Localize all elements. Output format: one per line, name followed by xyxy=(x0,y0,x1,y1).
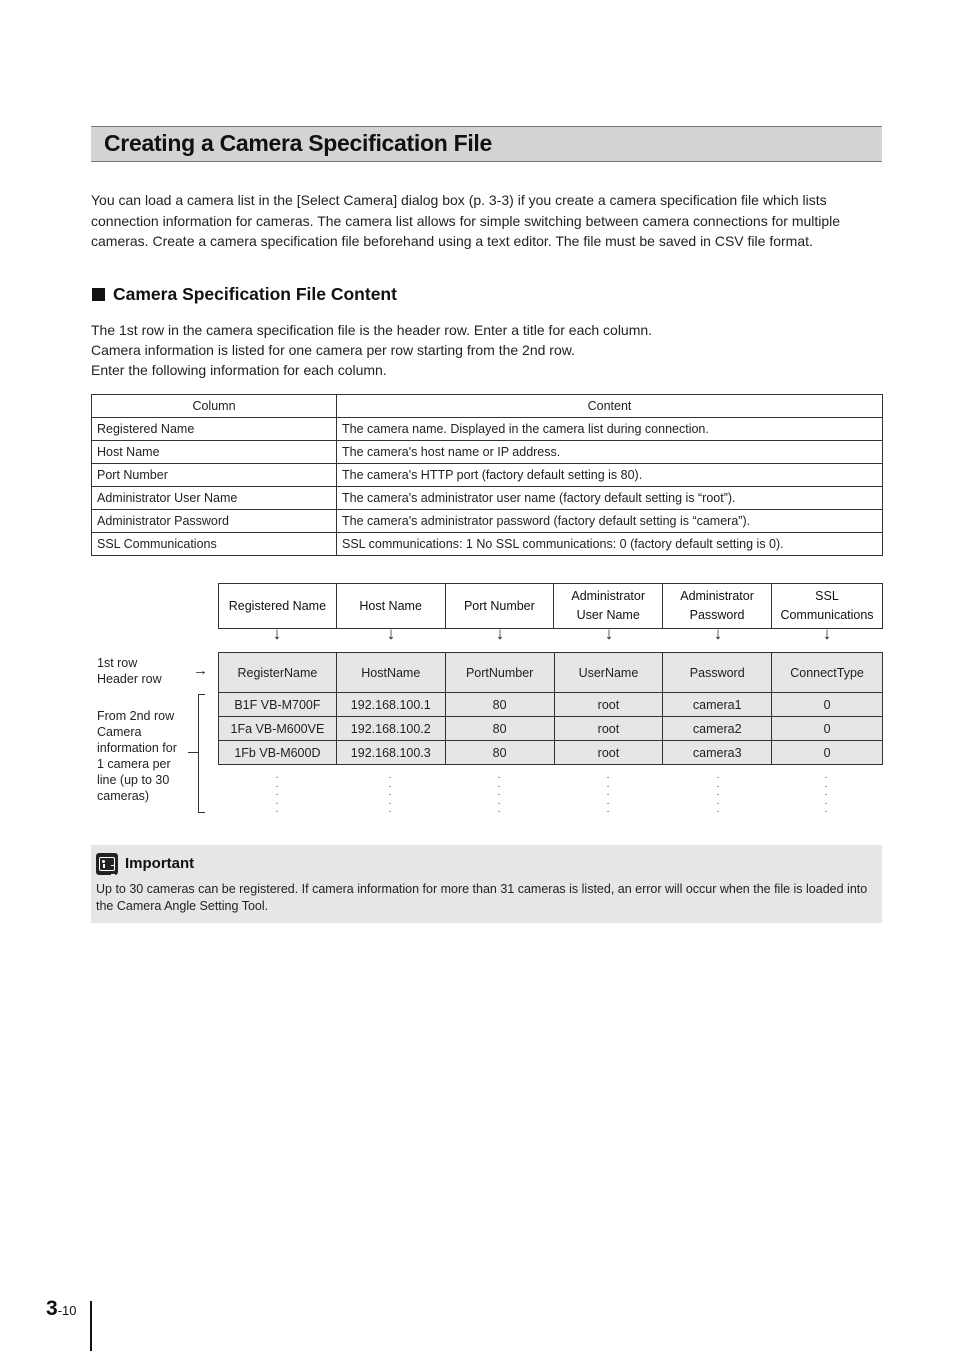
table-row xyxy=(92,487,883,510)
spec-cell-column: Host Name xyxy=(92,441,337,464)
spec-cell-column: SSL Communications xyxy=(92,533,337,556)
example-cell: root xyxy=(554,693,663,717)
example-cell: camera3 xyxy=(663,741,772,765)
continuation-dots: · · · · · xyxy=(497,772,501,817)
example-cell: RegisterName xyxy=(219,653,337,693)
label-line: 1st row xyxy=(97,656,138,670)
continuation-dots: · · · · · xyxy=(275,772,279,817)
intro-paragraph: You can load a camera list in the [Select Camera] dialog box (p. 3-3) if you create a camera specification file which lists connection information for cameras. The camera list allows for simple switching between camera connections for multiple cameras. Create a camera specification file beforehand using a text editor. The file must be saved in CSV file format. xyxy=(91,192,841,249)
first-row-label xyxy=(97,655,162,687)
important-note xyxy=(91,845,882,923)
example-cell: 80 xyxy=(445,741,554,765)
example-cell: camera2 xyxy=(663,717,772,741)
example-header-port-number xyxy=(445,584,554,629)
chapter-number: 3 xyxy=(46,1297,58,1320)
example-cell: HostName xyxy=(336,653,445,693)
header-text: Communications xyxy=(780,608,874,622)
table-row xyxy=(219,584,883,629)
example-cell: 0 xyxy=(772,693,883,717)
label-line: Camera xyxy=(97,725,142,739)
arrow-down-icon: ↓ xyxy=(604,624,614,643)
description-line: Enter the following information for each column. xyxy=(91,362,387,378)
page-number xyxy=(46,1297,76,1321)
example-cell: 0 xyxy=(772,741,883,765)
header-text: Administrator xyxy=(680,589,754,603)
example-cell: camera1 xyxy=(663,693,772,717)
example-cell: Password xyxy=(663,653,772,693)
example-header-admin-user-name xyxy=(554,584,663,629)
section-heading-text: Camera Specification File Content xyxy=(113,284,397,304)
page-rule xyxy=(90,1301,92,1351)
table-row xyxy=(92,510,883,533)
spec-cell-column: Port Number xyxy=(92,464,337,487)
header-text: Registered Name xyxy=(228,598,327,613)
example-cell: 1Fb VB-M600D xyxy=(219,741,337,765)
section-heading xyxy=(92,284,397,305)
bracket xyxy=(198,694,205,813)
spec-cell-content: The camera's host name or IP address. xyxy=(337,441,883,464)
example-cell: root xyxy=(554,741,663,765)
example-cell: PortNumber xyxy=(445,653,554,693)
table-row xyxy=(219,717,883,741)
title-bar xyxy=(91,126,882,162)
from-second-row-label xyxy=(97,708,177,804)
description-line: Camera information is listed for one camera per row starting from the 2nd row. xyxy=(91,342,575,358)
example-cell: 192.168.100.2 xyxy=(336,717,445,741)
square-bullet-icon xyxy=(92,288,105,301)
label-line: information for xyxy=(97,741,177,755)
continuation-dots: · · · · · xyxy=(716,772,720,817)
continuation-dots: · · · · · xyxy=(606,772,610,817)
spec-table xyxy=(91,394,883,556)
example-cell: 0 xyxy=(772,717,883,741)
example-column-headers xyxy=(218,583,883,629)
bracket-tick xyxy=(188,752,198,753)
continuation-dots: · · · · · xyxy=(388,772,392,817)
important-icon xyxy=(96,853,118,875)
table-row xyxy=(92,441,883,464)
example-header-host-name xyxy=(336,584,445,629)
arrow-down-icon: ↓ xyxy=(495,624,505,643)
example-header-admin-password xyxy=(663,584,772,629)
table-row xyxy=(219,693,883,717)
spec-cell-content: SSL communications: 1 No SSL communications: 0 (factory default setting is 0). xyxy=(337,533,883,556)
label-line: cameras) xyxy=(97,789,150,803)
description-line: The 1st row in the camera specification file is the header row. Enter a title for each column. xyxy=(91,322,653,338)
table-row xyxy=(219,741,883,765)
header-text: Host Name xyxy=(359,598,422,613)
label-line: From 2nd row xyxy=(97,709,175,723)
arrow-right-icon: → xyxy=(193,662,208,679)
spec-table-header xyxy=(92,395,883,418)
page-suffix: -10 xyxy=(57,1303,77,1318)
example-header-registered-name xyxy=(219,584,337,629)
spec-cell-content: The camera's HTTP port (factory default setting is 80). xyxy=(337,464,883,487)
header-text: Port Number xyxy=(463,598,535,613)
spec-cell-column: Registered Name xyxy=(92,418,337,441)
example-data-table xyxy=(218,652,883,765)
spec-cell-content: The camera's administrator user name (factory default setting is “root”). xyxy=(337,487,883,510)
example-cell: 80 xyxy=(445,717,554,741)
spec-header-column: Column xyxy=(92,395,337,418)
page-title: Creating a Camera Specification File xyxy=(104,130,492,156)
spec-cell-content: The camera name. Displayed in the camera list during connection. xyxy=(337,418,883,441)
important-text: Up to 30 cameras can be registered. If camera information for more than 31 cameras is listed, an error will occur when the file is loaded into the Camera Angle Setting Tool. xyxy=(96,882,868,913)
header-text: User Name xyxy=(576,608,640,622)
header-text: SSL xyxy=(815,589,839,603)
important-label: Important xyxy=(125,855,195,872)
example-cell: 192.168.100.3 xyxy=(336,741,445,765)
label-line: 1 camera per xyxy=(97,757,171,771)
example-cell: B1F VB-M700F xyxy=(219,693,337,717)
spec-cell-content: The camera's administrator password (factory default setting is “camera”). xyxy=(337,510,883,533)
table-row xyxy=(92,533,883,556)
header-text: Administrator xyxy=(571,589,645,603)
example-cell: ConnectType xyxy=(772,653,883,693)
spec-header-content: Content xyxy=(337,395,883,418)
example-cell: 80 xyxy=(445,693,554,717)
spec-cell-column: Administrator User Name xyxy=(92,487,337,510)
label-line: Header row xyxy=(97,672,162,686)
table-row xyxy=(219,653,883,693)
header-text: Password xyxy=(689,608,745,622)
example-cell: 192.168.100.1 xyxy=(336,693,445,717)
arrow-down-icon: ↓ xyxy=(713,624,723,643)
example-header-ssl xyxy=(772,584,883,629)
label-line: line (up to 30 xyxy=(97,773,170,787)
arrow-down-icon: ↓ xyxy=(822,624,832,643)
table-row xyxy=(92,418,883,441)
spec-cell-column: Administrator Password xyxy=(92,510,337,533)
section-description xyxy=(91,320,652,380)
arrow-down-icon: ↓ xyxy=(272,624,282,643)
example-cell: 1Fa VB-M600VE xyxy=(219,717,337,741)
continuation-dots: · · · · · xyxy=(824,772,828,817)
example-cell: UserName xyxy=(554,653,663,693)
example-cell: root xyxy=(554,717,663,741)
table-row xyxy=(92,464,883,487)
arrow-down-icon: ↓ xyxy=(386,624,396,643)
